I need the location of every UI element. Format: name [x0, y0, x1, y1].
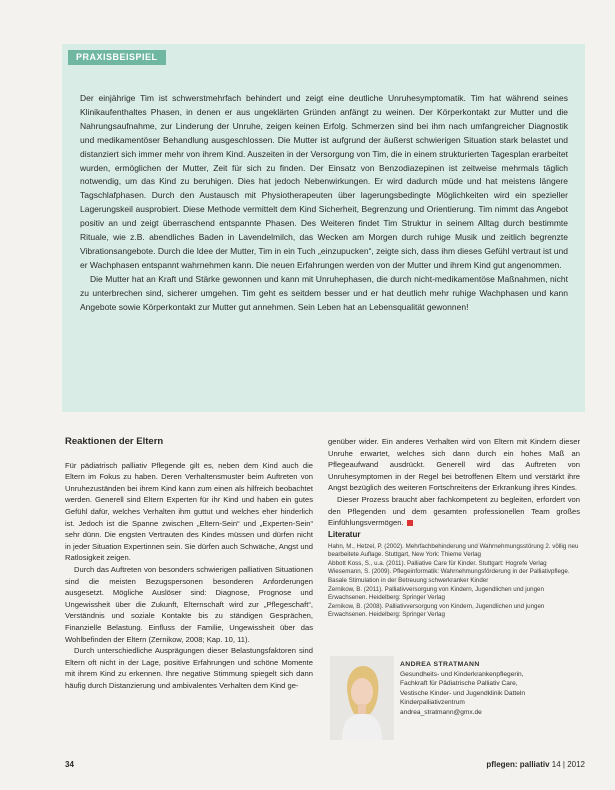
- body-paragraph: Für pädiatrisch palliativ Pflegende gilt es, neben dem Kind auch die Eltern im Fokus zu haben. Deren Verhaltensmuster beim Auftreten von Unruhezuständen bei ihrem Kind kann zum einen als hilfreich beobachtet werden. Generell sind Eltern Experten für ihr Kind und haben ein gutes Gefühl dafür, welches Verhalten ihm guttut und welches eher hinderlich ist. Jedoch ist die Spanne zwischen „Eltern-Sein“ und „Experten-Sein“ sehr dünn. Die engsten Vertrauten des Kindes müssen und dürfen nicht in jeder Situation Expertinnen sein. Sie dürfen auch Schwäche, Angst und Ratlosigkeit zeigen.: [65, 460, 313, 563]
- author-email: andrea_stratmann@gmx.de: [400, 708, 482, 716]
- end-of-article-icon: [407, 520, 413, 526]
- author-detail: Gesundheits- und Kinderkrankenpflegerin,: [400, 670, 524, 678]
- literature-list: [328, 531, 583, 620]
- author-detail: Kinderpalliativzentrum: [400, 699, 465, 706]
- literature-entry: Wiesemann, S. (2009). Pflegeinformatik: Wahrnehmungsförderung in der Palliativpflege. Basale Stimulation in der Betreuung schwerkranker Kinder: [328, 568, 570, 584]
- journal-name: pflegen: palliativ: [486, 760, 550, 769]
- section-heading: Reaktionen der Eltern: [65, 436, 164, 447]
- journal-issue: 14 | 2012: [551, 760, 585, 769]
- practice-paragraph: Der einjährige Tim ist schwerstmehrfach behindert und zeigt eine deutliche Unruhesymptomatik. Tim hat während seines Klinikaufenthaltes Phasen, in denen er aus ungeklärten Gründen anfängt zu weinen. Der Körperkontakt zur Mutter und die Nahrungsaufnahme, zur Linderung der Unruhe, zeigen keinen Erfolg. Schmerzen sind bei ihm nach umfangreicher Diagnostik und medikamentöser Behandlung ausgeschlossen. Die Mutter ist aufgrund der äußerst schwierigen Situation stark belastet und distanziert sich immer mehr von ihrem Kind. Auszeiten in der Versorgung von Tim, die in einem strukturierten Tagesplan erarbeitet wurden, ermöglichen der Mutter, Zeit für sich zu finden. Der Einsatz von Benzodiazepinen ist zeitweise mehrmals täglich notwendig, um das Kind zu beruhigen. Dies hat jedoch Nebenwirkungen. Er wird dadurch müde und hat meistens längere Tagschlafphasen. Durch den Austausch mit Physiotherapeuten über lagerungsbedingte Möglichkeiten wird ein spezieller Lagerungskeil ausprobiert. Diese Methode vermittelt dem Kind Sicherheit, Begrenzung und Orientierung. Tim nimmt das Angebot positiv an und zeigt überraschend entspannte Phasen. Des Weiteren findet Tim Struktur in seinem Alltag durch bestimmte Rituale, wie z.B. abendliches Baden in Lavendelmilch, das Wecken am Morgen durch ruhige Musik und zeitlich begrenzte Vibrationsangebote. Durch die Idee der Mutter, Tim in ein Tuch „einzupucken“, zeigte sich, dass ihm dieses Gefühl vertraut ist und er Wachphasen entspannt wahrnehmen kann. Die neuen Erfahrungen werden von der Mutter und ihrem Kind gut angenommen.: [80, 93, 568, 270]
- literature-heading: Literatur: [328, 530, 361, 539]
- author-photo: [330, 656, 394, 740]
- practice-example-text: [80, 92, 568, 315]
- practice-example-tag: PRAXISBEISPIEL: [68, 50, 166, 65]
- right-column: [328, 436, 580, 529]
- page-number: 34: [65, 760, 74, 769]
- literature-entry: Zernikow, B. (2008). Palliativversorgung von Kindern, Jugendlichen und jungen Erwachsenen. Heidelberg: Springer Verlag: [328, 602, 545, 619]
- author-name: ANDREA STRATMANN: [400, 661, 480, 668]
- author-detail: Vestische Kinder- und Jugendklinik Datteln: [400, 689, 525, 697]
- practice-paragraph: Die Mutter hat an Kraft und Stärke gewonnen und kann mit Unruhephasen, die durch nicht-medikamentöse Maßnahmen, nicht zu unterbrechen sind, sicherer umgehen. Tim geht es seitdem besser und er hat deutlich mehr ruhige Wachphasen und kann Angebote sowie Körperkontakt zur Mutter gut annehmen. Sein Leben hat an Lebensqualität gewonnen!: [80, 273, 568, 312]
- literature-entry: Hahn, M., Hetzel, P. (2002). Mehrfachbehinderung und Wahrnehmungsstörung 2. völlig neu bearbeitete Auflage. Stuttgart, New York: Thieme Verlag: [328, 542, 579, 559]
- body-paragraph: Durch das Auftreten von besonders schwierigen palliativen Situationen sind die meisten Bezugspersonen besonderen Anforderungen ausgesetzt. Mögliche Auslöser sind: Diagnose, Prognose und Ungewissheit über die Zukunft, Elternschaft wird zur „Pflegeschaft“, Verständnis und soziale Kontakte bis zu ständigen Gesprächen, Finanzielle Belastung. Einfluss der Familie, Ungewissheit über das Wohlbefinden der Eltern (Zernikow, 2008; Kap. 10, 11).: [65, 564, 313, 644]
- literature-entry: Abbott Koss, S., u.a. (2011). Palliative Care für Kinder. Stuttgart: Hogrefe Verlag: [328, 559, 547, 567]
- journal-footer: [486, 760, 585, 769]
- body-paragraph: Durch unterschiedliche Ausprägungen dieser Belastungsfaktoren sind Eltern oft nicht in der Lage, positive Erfahrungen und schöne Momente mit ihrem Kind zu erkennen. Ihre negative Stimmung spiegelt sich dann häufig durch Distanzierung und ambivalentes Verhalten dem Kind ge-: [65, 646, 313, 690]
- literature-entry: Zernikow, B. (2011). Palliativversorgung von Kindern, Jugendlichen und jungen Erwachsenen. Heidelberg: Springer Verlag: [328, 585, 544, 602]
- author-info: [400, 660, 590, 717]
- author-detail: Fachkraft für Pädiatrische Palliativ Care,: [400, 680, 518, 687]
- author-portrait-icon: [330, 656, 394, 740]
- body-paragraph: genüber wider. Ein anderes Verhalten wird von Eltern mit Kindern dieser Unruhe erwartet, welches sich dann durch ein hohes Maß an Pflegeaufwand ausdrückt. Generell wird das Auftreten von Unruhesymptomen in der Regel bei betroffenen Eltern und verstärkt ihre Angst bezüglich des weiteren Fortschreitens der Erkrankung ihres Kindes.: [328, 437, 580, 493]
- left-column: [65, 436, 313, 691]
- closing-paragraph-text: Dieser Prozess braucht aber fachkompetent zu begleiten, erfordert von den Pflegenden und dem gesamten professionellen Team großes Einfühlungsvermögen.: [328, 494, 580, 528]
- body-paragraph: [328, 494, 580, 529]
